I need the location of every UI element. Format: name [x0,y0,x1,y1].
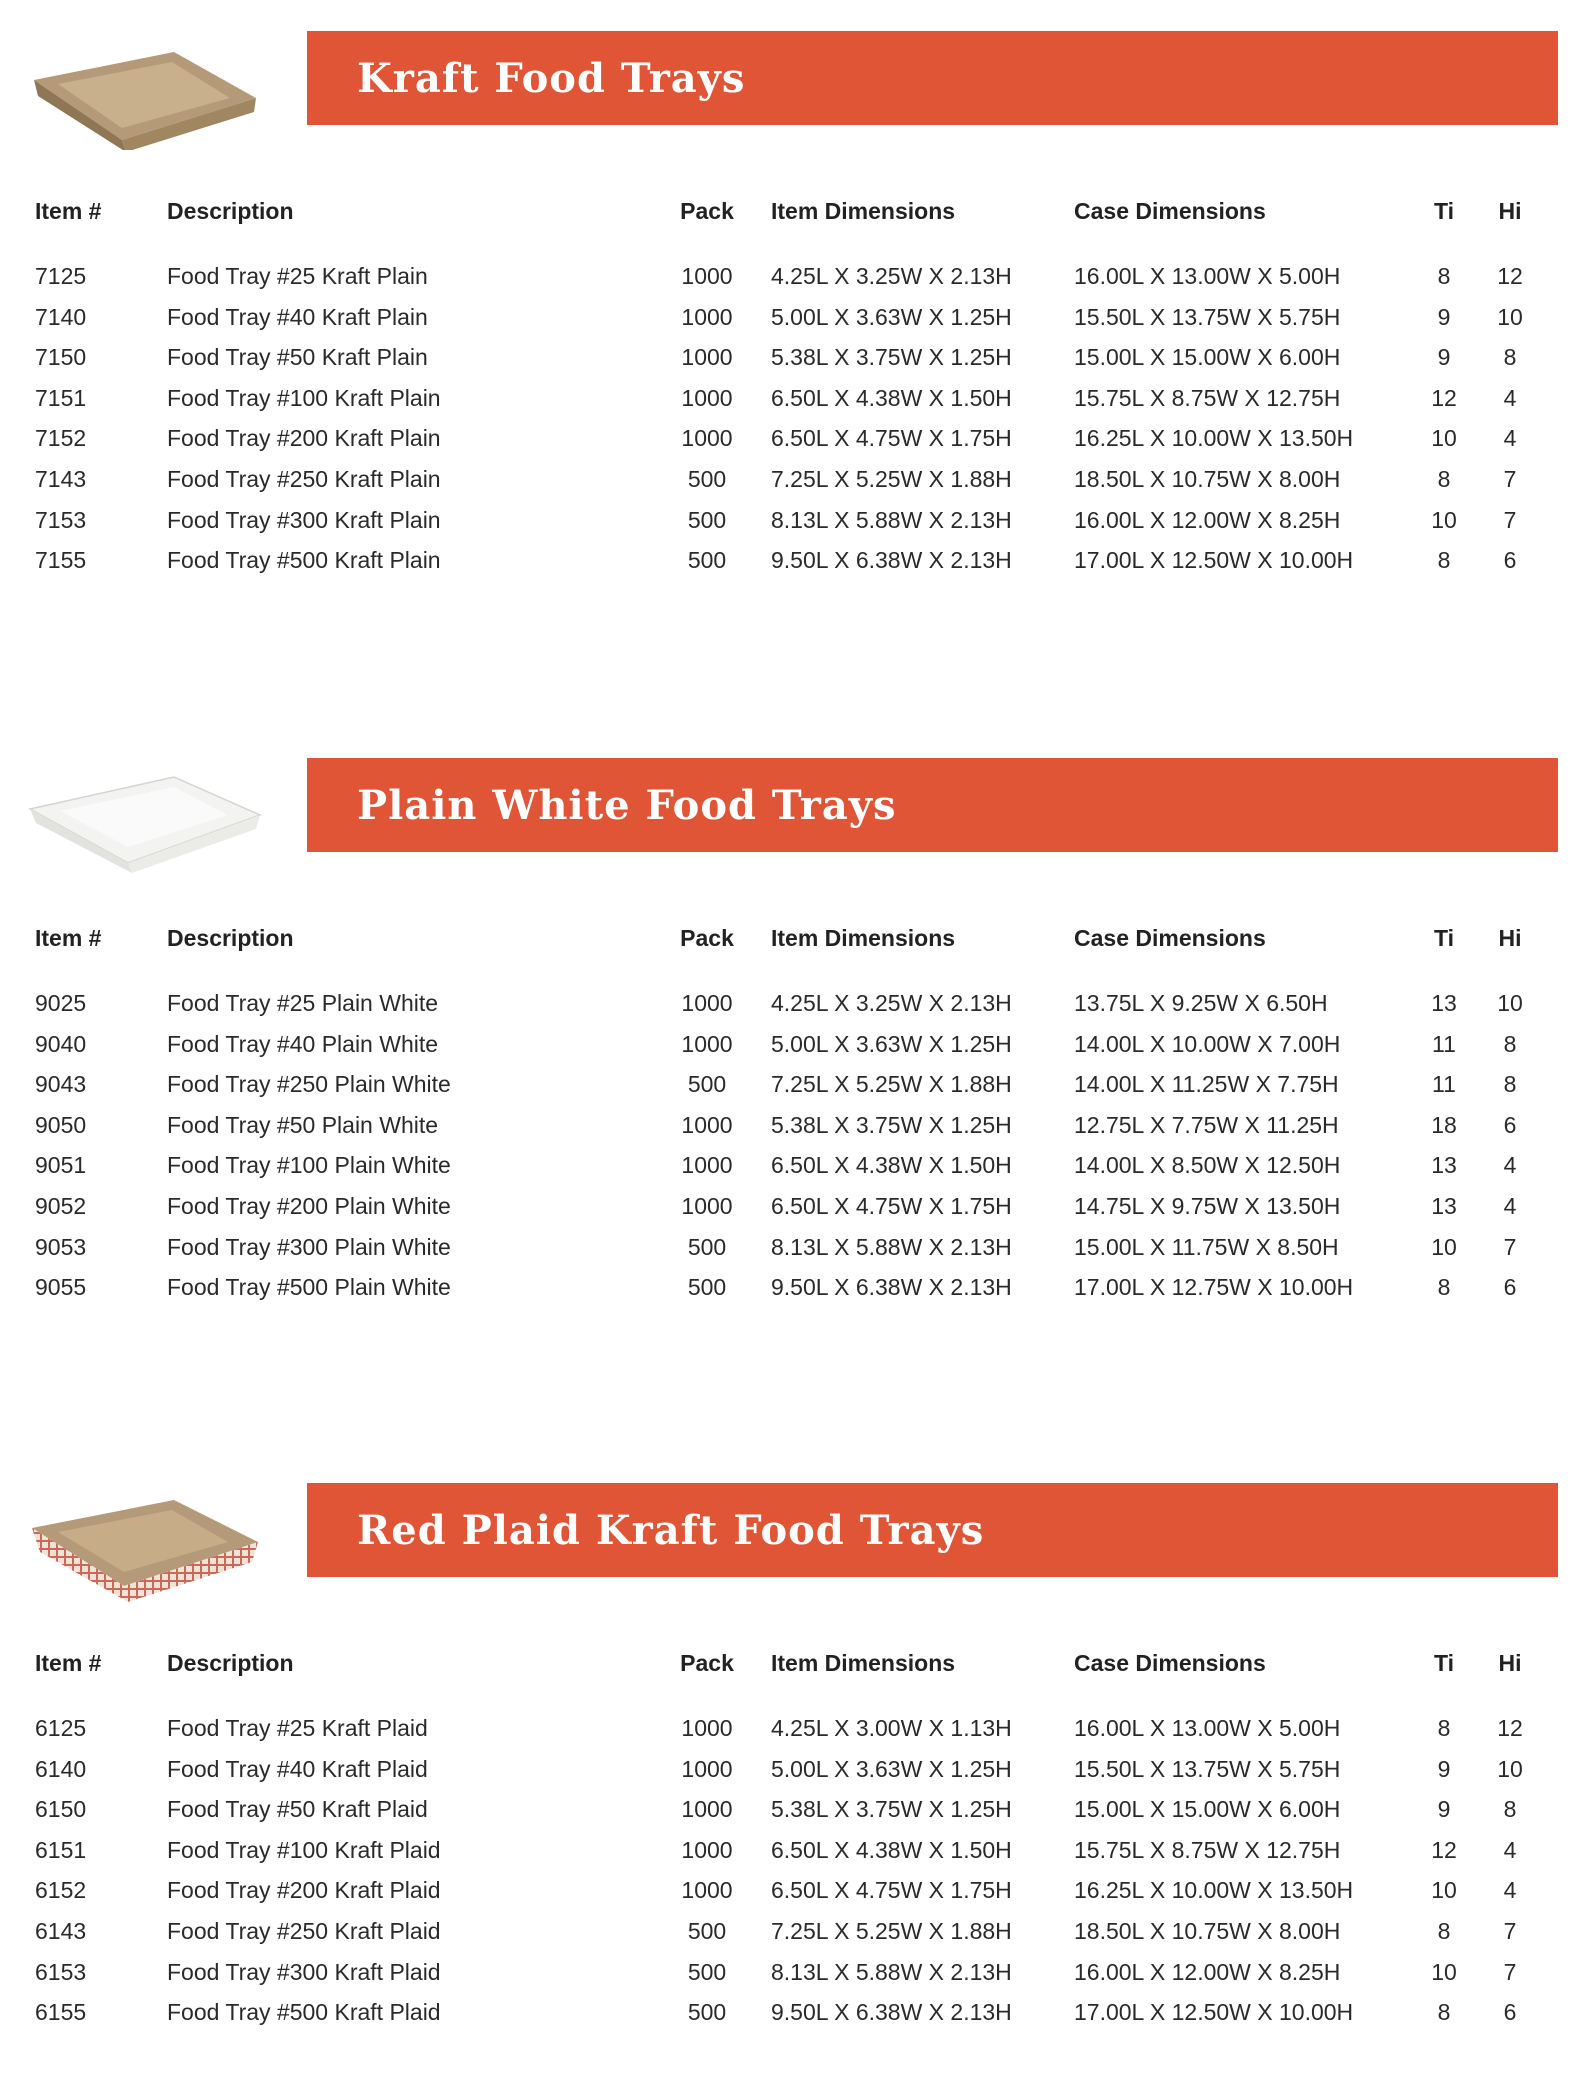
cell-hi: 7 [1503,1918,1517,1944]
cell-ti: 18 [1431,1111,1457,1138]
cell-description: Food Tray #200 Kraft Plain [167,425,441,452]
cell-pack: 1000 [681,1193,733,1219]
cell-hi: 12 [1497,263,1523,289]
cell-description: Food Tray #25 Kraft Plaid [167,1715,428,1741]
cell-description: Food Tray #250 Plain White [167,1071,451,1098]
cell-ti: 10 [1431,1233,1457,1260]
cell-hi: 7 [1503,506,1517,533]
table-row [0,1832,1580,1868]
cell-item: 6150 [35,1796,87,1823]
cell-pack: 1000 [681,1796,733,1823]
cell-item-dimensions: 9.50L X 6.38W X 2.13H [771,547,1012,574]
table-row [0,1229,1580,1265]
col-pack: Pack [680,198,734,224]
cell-description: Food Tray #40 Kraft Plain [167,303,428,330]
cell-description: Food Tray #500 Kraft Plain [167,547,441,574]
table-row [0,420,1580,456]
cell-item-dimensions: 4.25L X 3.25W X 2.13H [771,263,1012,289]
cell-item-dimensions: 7.25L X 5.25W X 1.88H [771,466,1012,492]
cell-item-dimensions: 5.38L X 3.75W X 1.25H [771,344,1012,371]
cell-ti: 8 [1437,1918,1451,1944]
cell-case-dimensions: 14.75L X 9.75W X 13.50H [1074,1193,1341,1219]
table-row [0,258,1580,294]
cell-case-dimensions: 14.00L X 8.50W X 12.50H [1074,1152,1341,1179]
cell-pack: 500 [687,1999,727,2026]
cell-case-dimensions: 17.00L X 12.50W X 10.00H [1074,1999,1354,2026]
cell-case-dimensions: 18.50L X 10.75W X 8.00H [1074,1918,1341,1944]
cell-description: Food Tray #100 Kraft Plain [167,384,441,411]
cell-item: 9050 [35,1111,87,1138]
cell-pack: 500 [687,1918,727,1944]
cell-pack: 1000 [681,1152,733,1179]
cell-case-dimensions: 12.75L X 7.75W X 11.25H [1074,1111,1339,1138]
cell-item-dimensions: 8.13L X 5.88W X 2.13H [771,1958,1012,1985]
col-case-dimensions: Case Dimensions [1074,1650,1266,1676]
cell-description: Food Tray #25 Plain White [167,990,439,1016]
cell-description: Food Tray #25 Kraft Plain [167,263,428,289]
col-item: Item # [35,1650,102,1676]
cell-item-dimensions: 5.00L X 3.63W X 1.25H [771,1755,1012,1782]
cell-description: Food Tray #100 Kraft Plaid [167,1836,441,1863]
col-description: Description [167,1650,294,1676]
cell-ti: 13 [1431,1193,1457,1219]
cell-pack: 1000 [681,990,733,1016]
cell-item-dimensions: 7.25L X 5.25W X 1.88H [771,1918,1012,1944]
cell-ti: 8 [1437,1715,1451,1741]
section-banner [307,31,1558,125]
section-red-plaid-kraft-food-trays [0,1452,1580,2092]
cell-ti: 12 [1431,384,1457,411]
cell-hi: 6 [1503,547,1517,574]
cell-description: Food Tray #250 Kraft Plaid [167,1918,441,1944]
cell-item: 7143 [35,466,87,492]
cell-ti: 8 [1437,263,1451,289]
col-item-dimensions: Item Dimensions [771,198,956,224]
cell-pack: 1000 [681,344,733,371]
cell-hi: 10 [1497,1755,1523,1782]
cell-item: 7152 [35,425,87,452]
table-header [0,193,1580,229]
table-row [0,339,1580,375]
cell-case-dimensions: 15.50L X 13.75W X 5.75H [1074,303,1341,330]
cell-hi: 4 [1503,384,1517,411]
cell-case-dimensions: 15.50L X 13.75W X 5.75H [1074,1755,1341,1782]
cell-pack: 500 [687,1958,727,1985]
table-row [0,1872,1580,1908]
cell-ti: 9 [1437,1796,1451,1823]
col-hi: Hi [1498,1650,1522,1676]
section-banner [307,1483,1558,1577]
cell-ti: 8 [1437,547,1451,574]
cell-pack: 500 [687,1071,727,1098]
cell-ti: 13 [1431,990,1457,1016]
cell-item: 7155 [35,547,87,574]
cell-item: 9053 [35,1233,87,1260]
table-header [0,920,1580,956]
white-tray-icon [24,767,264,877]
cell-case-dimensions: 16.00L X 13.00W X 5.00H [1074,1715,1341,1741]
cell-case-dimensions: 15.75L X 8.75W X 12.75H [1074,1836,1341,1863]
table-row [0,1026,1580,1062]
cell-description: Food Tray #50 Kraft Plain [167,344,428,371]
plaid-tray-icon [24,1492,264,1602]
table-row [0,1188,1580,1224]
cell-ti: 13 [1431,1152,1457,1179]
table-row [0,542,1580,578]
cell-hi: 6 [1503,1999,1517,2026]
table-row [0,1913,1580,1949]
table-row [0,985,1580,1021]
cell-item-dimensions: 7.25L X 5.25W X 1.88H [771,1071,1012,1098]
cell-pack: 500 [687,466,727,492]
cell-description: Food Tray #50 Kraft Plaid [167,1796,428,1823]
cell-case-dimensions: 16.25L X 10.00W X 13.50H [1074,1877,1354,1904]
cell-hi: 4 [1503,425,1517,452]
cell-item-dimensions: 6.50L X 4.75W X 1.75H [771,425,1012,452]
table-row [0,461,1580,497]
cell-pack: 1000 [681,1715,733,1741]
cell-description: Food Tray #300 Kraft Plaid [167,1958,441,1985]
table-row [0,1066,1580,1102]
cell-description: Food Tray #300 Kraft Plain [167,506,441,533]
cell-item: 9025 [35,990,87,1016]
cell-description: Food Tray #250 Kraft Plain [167,466,441,492]
cell-pack: 1000 [681,263,733,289]
cell-case-dimensions: 16.25L X 10.00W X 13.50H [1074,425,1354,452]
cell-item: 9052 [35,1193,87,1219]
cell-ti: 11 [1432,1030,1456,1057]
col-case-dimensions: Case Dimensions [1074,198,1266,224]
cell-hi: 4 [1503,1152,1517,1179]
cell-item-dimensions: 5.38L X 3.75W X 1.25H [771,1111,1012,1138]
cell-hi: 4 [1503,1877,1517,1904]
table-row [0,1710,1580,1746]
cell-ti: 8 [1437,466,1451,492]
cell-pack: 1000 [681,1755,733,1782]
cell-item: 7150 [35,344,87,371]
cell-case-dimensions: 16.00L X 13.00W X 5.00H [1074,263,1341,289]
cell-item: 9051 [35,1152,87,1179]
col-item-dimensions: Item Dimensions [771,925,956,951]
cell-item: 6125 [35,1715,87,1741]
cell-description: Food Tray #40 Kraft Plaid [167,1755,428,1782]
cell-pack: 1000 [681,1836,733,1863]
section-kraft-food-trays [0,0,1580,640]
cell-item-dimensions: 5.38L X 3.75W X 1.25H [771,1796,1012,1823]
cell-item-dimensions: 4.25L X 3.00W X 1.13H [771,1715,1012,1741]
cell-item: 6140 [35,1755,87,1782]
cell-item-dimensions: 6.50L X 4.38W X 1.50H [771,1836,1012,1863]
cell-pack: 1000 [681,1030,733,1057]
cell-ti: 8 [1437,1274,1451,1301]
cell-case-dimensions: 16.00L X 12.00W X 8.25H [1074,506,1341,533]
table-row [0,502,1580,538]
col-item-dimensions: Item Dimensions [771,1650,956,1676]
cell-pack: 500 [687,547,727,574]
col-description: Description [167,198,294,224]
col-ti: Ti [1433,1650,1455,1676]
cell-ti: 9 [1437,1755,1451,1782]
cell-item: 6143 [35,1918,87,1944]
col-pack: Pack [680,925,734,951]
cell-pack: 500 [687,506,727,533]
cell-item-dimensions: 6.50L X 4.38W X 1.50H [771,1152,1012,1179]
cell-item: 7153 [35,506,87,533]
table-row [0,1147,1580,1183]
table-row [0,1751,1580,1787]
cell-case-dimensions: 17.00L X 12.75W X 10.00H [1074,1274,1354,1301]
cell-hi: 7 [1503,1233,1517,1260]
cell-hi: 12 [1497,1715,1523,1741]
table-row [0,380,1580,416]
cell-hi: 7 [1503,1958,1517,1985]
table-row [0,1791,1580,1827]
cell-pack: 1000 [681,303,733,330]
col-description: Description [167,925,294,951]
cell-ti: 10 [1431,1877,1457,1904]
cell-item: 9040 [35,1030,87,1057]
cell-hi: 4 [1503,1193,1517,1219]
table-row [0,299,1580,335]
cell-item-dimensions: 9.50L X 6.38W X 2.13H [771,1274,1012,1301]
cell-item: 6152 [35,1877,87,1904]
col-item: Item # [35,925,102,951]
cell-case-dimensions: 18.50L X 10.75W X 8.00H [1074,466,1341,492]
table-row [0,1994,1580,2030]
cell-case-dimensions: 15.00L X 15.00W X 6.00H [1074,344,1341,371]
kraft-tray-icon [24,40,264,150]
cell-pack: 500 [687,1274,727,1301]
cell-hi: 6 [1503,1111,1517,1138]
cell-ti: 12 [1431,1836,1457,1863]
cell-item: 7125 [35,263,87,289]
cell-description: Food Tray #500 Kraft Plaid [167,1999,441,2026]
cell-description: Food Tray #200 Kraft Plaid [167,1877,441,1904]
cell-item: 6151 [35,1836,87,1863]
cell-description: Food Tray #40 Plain White [167,1030,439,1057]
table-row [0,1269,1580,1305]
cell-case-dimensions: 16.00L X 12.00W X 8.25H [1074,1958,1341,1985]
table-row [0,1954,1580,1990]
cell-case-dimensions: 14.00L X 10.00W X 7.00H [1074,1030,1341,1057]
cell-description: Food Tray #50 Plain White [167,1111,439,1138]
cell-case-dimensions: 15.00L X 11.75W X 8.50H [1074,1233,1339,1260]
cell-item: 9055 [35,1274,87,1301]
cell-case-dimensions: 15.75L X 8.75W X 12.75H [1074,384,1341,411]
cell-pack: 500 [687,1233,727,1260]
cell-ti: 10 [1431,1958,1457,1985]
cell-ti: 10 [1431,425,1457,452]
cell-item-dimensions: 8.13L X 5.88W X 2.13H [771,1233,1012,1260]
cell-item-dimensions: 5.00L X 3.63W X 1.25H [771,1030,1012,1057]
cell-item-dimensions: 4.25L X 3.25W X 2.13H [771,990,1012,1016]
cell-ti: 9 [1437,303,1451,330]
section-title: Plain White Food Trays [357,781,897,829]
table-row [0,1107,1580,1143]
col-hi: Hi [1498,925,1522,951]
col-hi: Hi [1498,198,1522,224]
cell-pack: 1000 [681,1111,733,1138]
section-plain-white-food-trays [0,727,1580,1367]
cell-item: 6153 [35,1958,87,1985]
cell-case-dimensions: 15.00L X 15.00W X 6.00H [1074,1796,1341,1823]
col-case-dimensions: Case Dimensions [1074,925,1266,951]
cell-item-dimensions: 9.50L X 6.38W X 2.13H [771,1999,1012,2026]
cell-ti: 10 [1431,506,1457,533]
section-title: Kraft Food Trays [357,54,746,102]
cell-hi: 10 [1497,303,1523,330]
cell-hi: 4 [1503,1836,1517,1863]
cell-case-dimensions: 14.00L X 11.25W X 7.75H [1074,1071,1339,1098]
cell-description: Food Tray #500 Plain White [167,1274,451,1301]
cell-item-dimensions: 8.13L X 5.88W X 2.13H [771,506,1012,533]
cell-case-dimensions: 17.00L X 12.50W X 10.00H [1074,547,1354,574]
cell-item: 9043 [35,1071,87,1098]
cell-item: 7140 [35,303,87,330]
cell-ti: 11 [1432,1071,1456,1098]
cell-description: Food Tray #100 Plain White [167,1152,451,1179]
cell-hi: 8 [1503,1071,1517,1098]
cell-description: Food Tray #300 Plain White [167,1233,451,1260]
cell-case-dimensions: 13.75L X 9.25W X 6.50H [1074,990,1328,1016]
col-ti: Ti [1433,925,1455,951]
cell-item-dimensions: 5.00L X 3.63W X 1.25H [771,303,1012,330]
col-ti: Ti [1433,198,1455,224]
cell-item-dimensions: 6.50L X 4.38W X 1.50H [771,384,1012,411]
section-banner [307,758,1558,852]
cell-pack: 1000 [681,384,733,411]
cell-item: 6155 [35,1999,87,2026]
cell-item: 7151 [35,384,87,411]
cell-hi: 10 [1497,990,1523,1016]
cell-description: Food Tray #200 Plain White [167,1193,451,1219]
section-title: Red Plaid Kraft Food Trays [357,1506,985,1554]
cell-hi: 7 [1503,466,1517,492]
cell-item-dimensions: 6.50L X 4.75W X 1.75H [771,1877,1012,1904]
col-pack: Pack [680,1650,734,1676]
cell-hi: 8 [1503,1030,1517,1057]
cell-ti: 9 [1437,344,1451,371]
cell-pack: 1000 [681,425,733,452]
col-item: Item # [35,198,102,224]
cell-hi: 8 [1503,344,1517,371]
cell-pack: 1000 [681,1877,733,1904]
cell-ti: 8 [1437,1999,1451,2026]
table-header [0,1645,1580,1681]
cell-hi: 6 [1503,1274,1517,1301]
cell-item-dimensions: 6.50L X 4.75W X 1.75H [771,1193,1012,1219]
cell-hi: 8 [1503,1796,1517,1823]
